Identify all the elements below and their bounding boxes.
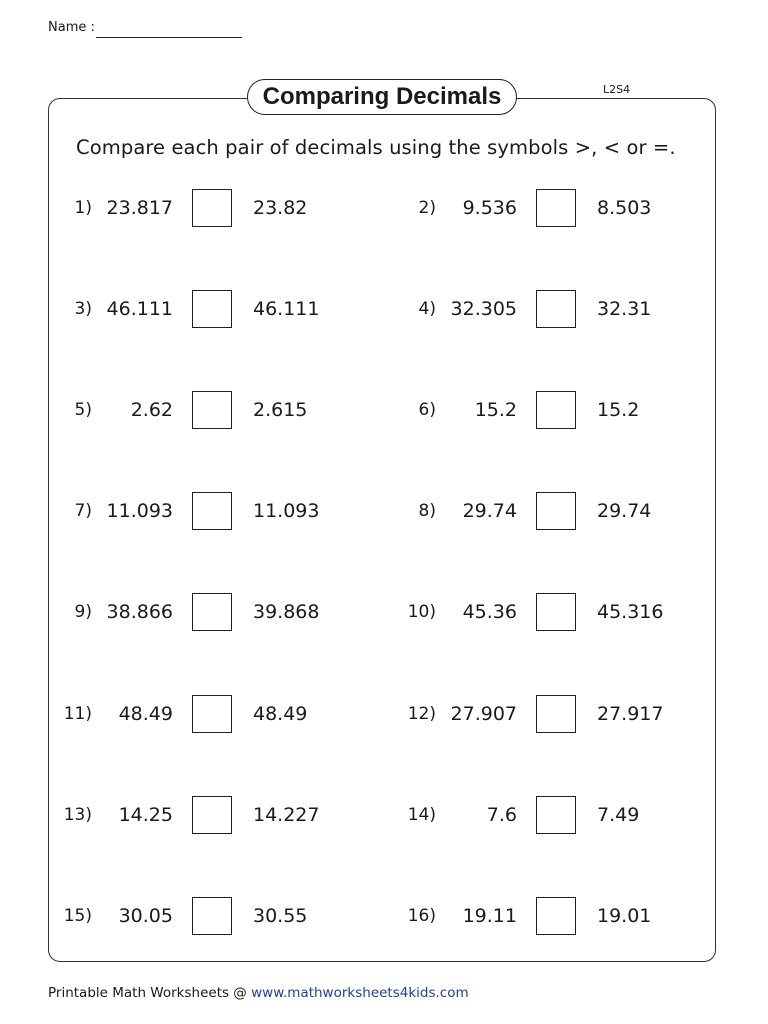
problem-item: [48, 391, 378, 431]
left-decimal: 19.11: [462, 904, 517, 927]
right-decimal: 45.316: [597, 601, 664, 624]
left-decimal: 14.25: [118, 803, 173, 826]
left-decimal: 45.36: [462, 601, 517, 624]
left-decimal: 38.866: [106, 601, 173, 624]
answer-box[interactable]: [536, 593, 576, 631]
problem-number: 1): [74, 198, 92, 218]
problem-number: 4): [418, 299, 436, 320]
answer-box[interactable]: [536, 189, 576, 227]
problem-item: [392, 897, 722, 937]
footer: [48, 985, 469, 1001]
problem-number: 7): [74, 501, 92, 522]
left-decimal: 32.305: [450, 298, 517, 321]
problem-number: 3): [74, 299, 92, 320]
left-decimal: 11.093: [106, 500, 173, 523]
problem-number: 16): [407, 905, 436, 926]
right-decimal: 7.49: [597, 803, 640, 826]
problem-number: 6): [418, 400, 436, 421]
right-decimal: 14.227: [253, 803, 320, 826]
answer-box[interactable]: [192, 189, 232, 227]
problem-number: 11): [63, 703, 92, 724]
problem-number: 15): [63, 905, 92, 926]
answer-box[interactable]: [192, 695, 232, 733]
problem-item: [392, 290, 722, 330]
problem-number: 8): [418, 501, 436, 522]
right-decimal: 23.82: [253, 197, 308, 219]
left-decimal: 46.111: [106, 298, 173, 321]
problem-number: 9): [74, 602, 92, 623]
right-decimal: 8.503: [597, 197, 652, 219]
left-decimal: 7.6: [486, 803, 517, 826]
answer-box[interactable]: [192, 593, 232, 631]
problem-item: [392, 391, 722, 431]
name-label: Name :: [48, 20, 95, 35]
answer-box[interactable]: [192, 897, 232, 935]
right-decimal: 39.868: [253, 601, 320, 624]
answer-box[interactable]: [536, 695, 576, 733]
problem-item: [48, 593, 378, 633]
problem-number: 14): [407, 804, 436, 825]
left-decimal: 30.05: [118, 904, 173, 927]
problem-item: [392, 189, 722, 229]
problem-item: [48, 695, 378, 735]
name-row: [48, 20, 95, 35]
instructions: Compare each pair of decimals using the symbols >, < or =.: [76, 136, 676, 159]
right-decimal: 11.093: [253, 500, 320, 523]
left-decimal: 23.817: [106, 197, 173, 219]
right-decimal: 30.55: [253, 904, 308, 927]
problem-number: 10): [407, 602, 436, 623]
answer-box[interactable]: [536, 391, 576, 429]
answer-box[interactable]: [192, 290, 232, 328]
left-decimal: 29.74: [462, 500, 517, 523]
problem-number: 12): [407, 703, 436, 724]
right-decimal: 46.111: [253, 298, 320, 321]
right-decimal: 29.74: [597, 500, 652, 523]
answer-box[interactable]: [192, 492, 232, 530]
right-decimal: 27.917: [597, 702, 664, 725]
right-decimal: 19.01: [597, 904, 652, 927]
answer-box[interactable]: [536, 897, 576, 935]
problem-item: [392, 796, 722, 836]
problem-item: [48, 290, 378, 330]
answer-box[interactable]: [192, 796, 232, 834]
right-decimal: 32.31: [597, 298, 652, 321]
left-decimal: 15.2: [474, 399, 517, 422]
answer-box[interactable]: [536, 796, 576, 834]
problem-item: [48, 897, 378, 937]
worksheet-title: Comparing Decimals: [247, 79, 517, 115]
left-decimal: 2.62: [130, 399, 173, 422]
footer-link[interactable]: www.mathworksheets4kids.com: [251, 985, 469, 1001]
problem-number: 5): [74, 400, 92, 421]
left-decimal: 48.49: [118, 702, 173, 725]
problem-item: [48, 492, 378, 532]
right-decimal: 15.2: [597, 399, 640, 422]
footer-label: Printable Math Worksheets @: [48, 985, 247, 1001]
problem-item: [392, 492, 722, 532]
problem-number: 2): [418, 198, 436, 218]
problem-item: [392, 695, 722, 735]
problem-item: [48, 796, 378, 836]
worksheet-code: L2S4: [603, 83, 631, 96]
answer-box[interactable]: [536, 492, 576, 530]
right-decimal: 48.49: [253, 702, 308, 725]
name-blank-line[interactable]: [96, 37, 242, 38]
right-decimal: 2.615: [253, 399, 308, 422]
left-decimal: 27.907: [450, 702, 517, 725]
answer-box[interactable]: [536, 290, 576, 328]
problem-item: [392, 593, 722, 633]
problem-item: [48, 189, 378, 229]
left-decimal: 9.536: [462, 197, 517, 219]
answer-box[interactable]: [192, 391, 232, 429]
problem-number: 13): [63, 804, 92, 825]
